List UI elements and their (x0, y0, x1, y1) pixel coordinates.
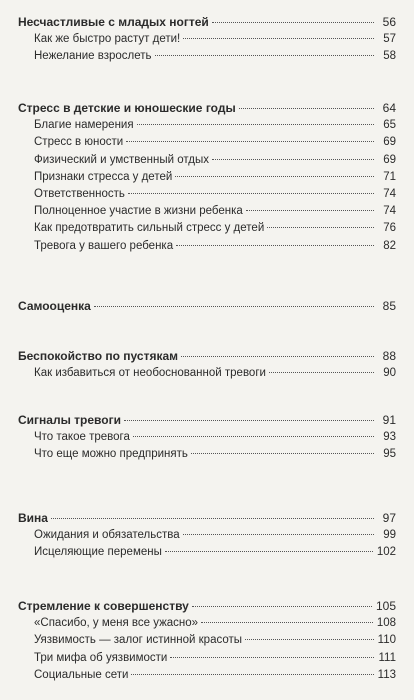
subsection-entry-page-number: 93 (383, 431, 396, 444)
toc-section (18, 14, 396, 66)
subsection-entry-title: Уязвимость — залог истинной красоты (34, 634, 243, 647)
subsection-entry-page-number: 108 (376, 617, 396, 630)
subsection-entry (18, 152, 396, 169)
dot-leader (245, 639, 374, 640)
subsection-entry-page-number: 74 (383, 205, 396, 218)
dot-leader (246, 210, 374, 211)
subsection-entry-title: Три мифа об уязвимости (34, 651, 168, 664)
dot-leader (124, 420, 374, 421)
subsection-entry (18, 220, 396, 237)
dot-leader (191, 453, 374, 454)
subsection-entry (18, 203, 396, 220)
chapter-entry (18, 348, 396, 365)
subsection-entry-page-number: 74 (383, 188, 396, 201)
subsection-entry-title: Нежелание взрослеть (34, 50, 152, 63)
subsection-entry-title: Как предотвратить сильный стресс у детей (34, 222, 265, 235)
subsection-entry (18, 48, 396, 65)
dot-leader (212, 22, 374, 23)
chapter-entry-page-number: 88 (382, 349, 396, 363)
chapter-entry (18, 598, 396, 615)
chapter-entry-title: Стремление к совершенству (18, 599, 189, 613)
subsection-entry (18, 615, 396, 632)
chapter-entry (18, 100, 396, 117)
subsection-entry (18, 632, 396, 649)
toc-section (18, 100, 396, 255)
subsection-entry (18, 667, 396, 684)
chapter-entry-title: Беспокойство по пустякам (18, 349, 179, 363)
subsection-entry-title: Полноценное участие в жизни ребенка (34, 205, 243, 218)
toc-section (18, 510, 396, 562)
dot-leader (137, 124, 374, 125)
subsection-entry-page-number: 82 (383, 239, 396, 252)
dot-leader (212, 159, 374, 160)
subsection-entry (18, 238, 396, 255)
chapter-entry-title: Вина (18, 511, 48, 525)
subsection-entry-page-number: 65 (383, 119, 396, 132)
chapter-entry-page-number: 56 (382, 15, 396, 29)
chapter-entry-title: Стресс в детские и юношеские годы (18, 101, 236, 115)
chapter-entry-title: Самооценка (18, 299, 91, 313)
toc-section (18, 348, 396, 382)
subsection-entry (18, 446, 396, 463)
dot-leader (94, 306, 374, 307)
subsection-entry-page-number: 113 (377, 668, 396, 681)
subsection-entry (18, 650, 396, 667)
subsection-entry-title: Физический и умственный отдых (34, 153, 209, 166)
dot-leader (201, 622, 373, 623)
dot-leader (126, 141, 374, 142)
subsection-entry-page-number: 99 (383, 529, 396, 542)
dot-leader (181, 356, 374, 357)
subsection-entry-title: Как избавиться от необоснованной тревоги (34, 367, 266, 380)
subsection-entry (18, 169, 396, 186)
subsection-entry-page-number: 57 (383, 33, 396, 46)
subsection-entry-page-number: 76 (383, 222, 396, 235)
subsection-entry-page-number: 58 (383, 50, 396, 63)
dot-leader (239, 108, 374, 109)
subsection-entry-page-number: 95 (383, 448, 396, 461)
dot-leader (128, 193, 374, 194)
subsection-entry-page-number: 111 (378, 651, 396, 664)
dot-leader (133, 436, 374, 437)
subsection-entry-title: Благие намерения (34, 119, 134, 132)
subsection-entry-title: Признаки стресса у детей (34, 170, 173, 183)
dot-leader (183, 534, 374, 535)
dot-leader (269, 372, 374, 373)
subsection-entry-page-number: 69 (383, 136, 396, 149)
subsection-entry-title: Как же быстро растут дети! (34, 33, 181, 46)
chapter-entry-page-number: 85 (382, 299, 396, 313)
chapter-entry (18, 14, 396, 31)
subsection-entry (18, 117, 396, 134)
subsection-entry (18, 186, 396, 203)
toc-section (18, 412, 396, 464)
subsection-entry-page-number: 110 (377, 634, 396, 647)
subsection-entry (18, 31, 396, 48)
dot-leader (176, 245, 374, 246)
subsection-entry-title: Что такое тревога (34, 431, 130, 444)
subsection-entry-title: Тревога у вашего ребенка (34, 239, 174, 252)
subsection-entry-title: Стресс в юности (34, 136, 124, 149)
chapter-entry-page-number: 64 (382, 101, 396, 115)
subsection-entry-page-number: 102 (376, 546, 396, 559)
dot-leader (155, 55, 374, 56)
subsection-entry-title: «Спасибо, у меня все ужасно» (34, 617, 199, 630)
chapter-entry (18, 412, 396, 429)
chapter-entry-title: Несчастливые с младых ногтей (18, 15, 209, 29)
subsection-entry-page-number: 71 (383, 170, 396, 183)
subsection-entry (18, 365, 396, 382)
dot-leader (267, 227, 374, 228)
subsection-entry (18, 134, 396, 151)
subsection-entry (18, 527, 396, 544)
dot-leader (51, 518, 374, 519)
chapter-entry-title: Сигналы тревоги (18, 413, 121, 427)
toc-section (18, 298, 396, 315)
subsection-entry-title: Ответственность (34, 188, 125, 201)
dot-leader (192, 606, 372, 607)
subsection-entry (18, 429, 396, 446)
chapter-entry-page-number: 97 (382, 511, 396, 525)
subsection-entry-title: Ожидания и обязательства (34, 529, 180, 542)
subsection-entry (18, 544, 396, 561)
chapter-entry-page-number: 105 (375, 599, 396, 613)
dot-leader (183, 38, 374, 39)
dot-leader (131, 674, 373, 675)
subsection-entry-title: Социальные сети (34, 668, 129, 681)
subsection-entry-page-number: 69 (383, 153, 396, 166)
chapter-entry (18, 298, 396, 315)
toc-section (18, 598, 396, 684)
subsection-entry-page-number: 90 (383, 367, 396, 380)
dot-leader (175, 176, 374, 177)
subsection-entry-title: Исцеляющие перемены (34, 546, 162, 559)
dot-leader (165, 551, 373, 552)
subsection-entry-title: Что еще можно предпринять (34, 448, 188, 461)
chapter-entry (18, 510, 396, 527)
dot-leader (170, 657, 374, 658)
chapter-entry-page-number: 91 (382, 413, 396, 427)
